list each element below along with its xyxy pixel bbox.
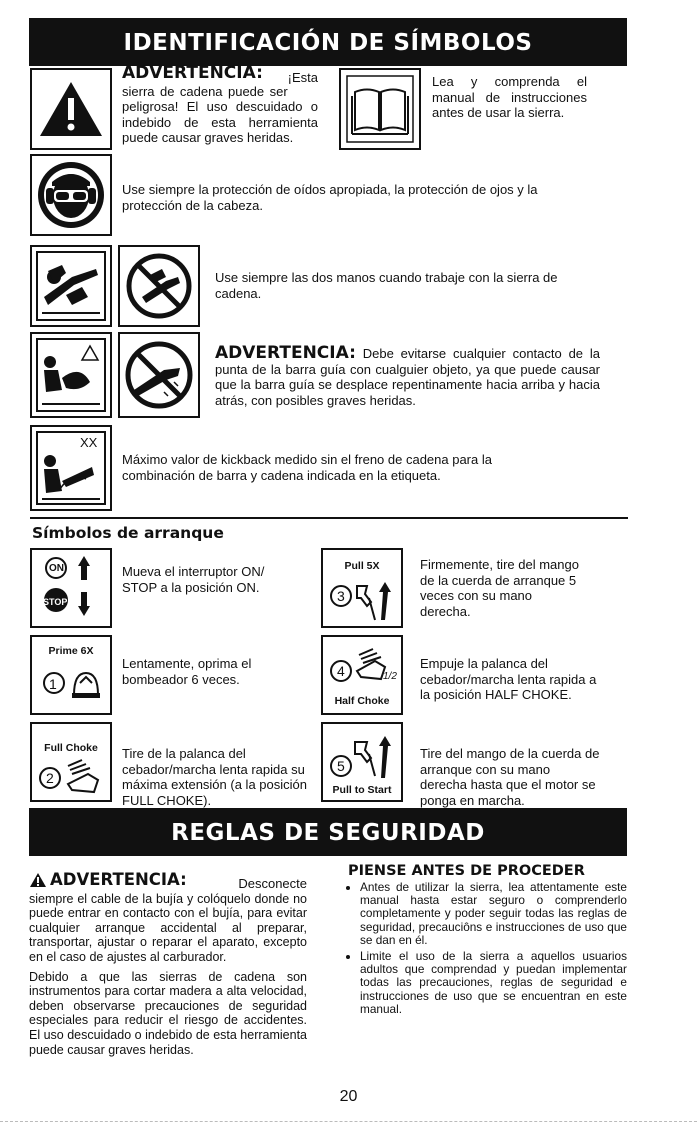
half-choke-fraction: 1/2 <box>383 671 397 682</box>
prime-text: Lentamente, oprima el bombeador 6 veces. <box>122 656 252 687</box>
section-banner <box>29 808 627 856</box>
think-heading: PIENSE ANTES DE PROCEDER <box>348 863 585 879</box>
two-hands-chainsaw-icon <box>32 247 110 325</box>
max-kickback-icon <box>32 427 110 509</box>
protection-text: Use siempre la protección de oídos apropiada, la protección de ojos y la protección de la cabeza. <box>122 182 538 213</box>
full-choke-step-number: 2 <box>46 770 54 786</box>
rules-warning-word: Desconecte <box>238 876 307 891</box>
no-one-hand-icon-box <box>118 245 200 327</box>
list-item: • Limite el uso de la sierra a aquellos usuarios adultos que comprendad y puedan implementar todas las precauciones, reglas de seguridad e instrucciones de uso que se encuentran en este manual. <box>360 950 627 1017</box>
max-kickback-label: XX <box>80 435 98 450</box>
divider <box>30 517 628 519</box>
no-tip-contact-icon <box>120 334 198 416</box>
pull-to-start-icon-box <box>321 722 403 802</box>
on-stop-text: Mueva el interruptor ON/ STOP a la posición ON. <box>122 564 265 595</box>
page-title: IDENTIFICACIÓN DE SÍMBOLOS <box>123 30 533 56</box>
rules-paragraph: Debido a que las sierras de cadena son instrumentos para cortar madera a alta velocidad, deben observarse precauciones de seguridad especiales para reducir el riesgo de accidentes. El uso descuidado o indebido de esta herramienta puede causar graves heridas. <box>29 969 307 1057</box>
half-choke-text: Empuje la palanca del cebador/marcha lenta rapida a la posición HALF CHOKE. <box>420 656 597 702</box>
rules-right-column <box>348 860 627 1019</box>
pull5x-label: Pull 5X <box>344 560 380 572</box>
warning-triangle-icon <box>29 872 47 888</box>
warning-triangle-icon <box>32 70 110 148</box>
section-banner <box>29 18 627 66</box>
warning-text-start: ¡Esta <box>287 70 318 85</box>
rules-left-column <box>29 869 307 1057</box>
stop-label: STOP <box>43 597 68 607</box>
kickback-block <box>215 343 600 408</box>
on-stop-switch-icon <box>32 550 110 626</box>
warning-heading: ADVERTENCIA: <box>122 63 263 83</box>
full-choke-text: Tire de la palanca del cebador/marcha lenta rapida su máxima extensión (a la posición FULL CHOKE). <box>122 746 307 808</box>
two-hands-icon-box <box>30 245 112 327</box>
no-tip-contact-icon-box <box>118 332 200 418</box>
protection-icon-box <box>30 154 112 236</box>
kickback-icon-box <box>30 332 112 418</box>
full-choke-label: Full Choke <box>44 742 98 754</box>
warning-block <box>122 63 318 146</box>
warning-text: sierra de cadena puede ser peligrosa! El uso descuidado o indebido de esta herramienta puede causar graves heridas. <box>122 83 318 145</box>
half-choke-label: Half Choke <box>334 695 390 707</box>
half-choke-icon-box <box>321 635 403 715</box>
pull-to-start-step-number: 5 <box>337 758 345 774</box>
half-choke-step-number: 4 <box>337 663 345 679</box>
pull5x-text: Firmemente, tire del mango de la cuerda de arranque 5 veces con su mano derecha. <box>420 557 579 619</box>
pull5x-icon-box <box>321 548 403 628</box>
max-kickback-text: Máximo valor de kickback medido sin el freno de cadena para la combinación de barra y cadena indicada en la etiqueta. <box>122 452 492 483</box>
pull-to-start-text: Tire del mango de la cuerda de arranque con su mano derecha hasta que el motor se ponga en marcha. <box>420 746 600 808</box>
on-stop-icon-box <box>30 548 112 628</box>
pull-to-start-label: Pull to Start <box>332 784 392 796</box>
startup-title: Símbolos de arranque <box>32 524 224 542</box>
list-item: • Antes de utilizar la sierra, lea attentamente este manual hasta estar seguro o comprenderlo completamente y poder seguir todas las reglas de seguridad, precauciôns e instrucciones de uso que se dan en él. <box>360 881 627 948</box>
divider <box>0 1121 697 1122</box>
manual-icon-box <box>339 68 421 150</box>
kickback-text: Debe evitarse cualquier contacto de la punta de la barra guía con cualguier objeto, ya que puede causar que la barra guía se desplace repentinamente hacia arriba y hacia atrás, con posibles graves heridas. <box>215 346 600 408</box>
max-kickback-icon-box <box>30 425 112 511</box>
warning-icon-box <box>30 68 112 150</box>
prime-label: Prime 6X <box>48 645 94 657</box>
book-icon <box>341 70 419 148</box>
rules-warning-text: siempre el cable de la bujía y colóquelo donde no puede entrar en contacto con el bujía, para evitar cualquier arranque accidental al preparar, transportar, ajustar o reparar el aparato, excepto en el caso de ajustes al carburador. <box>29 891 307 964</box>
pull5x-step-number: 3 <box>337 588 345 604</box>
prime-step-number: 1 <box>49 676 57 692</box>
manual-text: Lea y comprenda el manual de instrucciones antes de usar la sierra. <box>432 74 587 120</box>
no-one-hand-icon <box>120 247 198 325</box>
kickback-heading: ADVERTENCIA: <box>215 343 356 363</box>
hearing-eye-head-protection-icon <box>32 156 110 234</box>
rules-warning-heading: ADVERTENCIA: <box>50 869 187 889</box>
full-choke-icon-box <box>30 722 112 802</box>
rules-title: REGLAS DE SEGURIDAD <box>171 820 485 846</box>
page-number: 20 <box>339 1088 358 1105</box>
kickback-warning-icon <box>32 334 110 416</box>
two-hands-text: Use siempre las dos manos cuando trabaje con la sierra de cadena. <box>215 270 558 301</box>
prime-icon-box <box>30 635 112 715</box>
on-label: ON <box>49 563 64 574</box>
safety-bullet-list <box>348 881 627 1017</box>
